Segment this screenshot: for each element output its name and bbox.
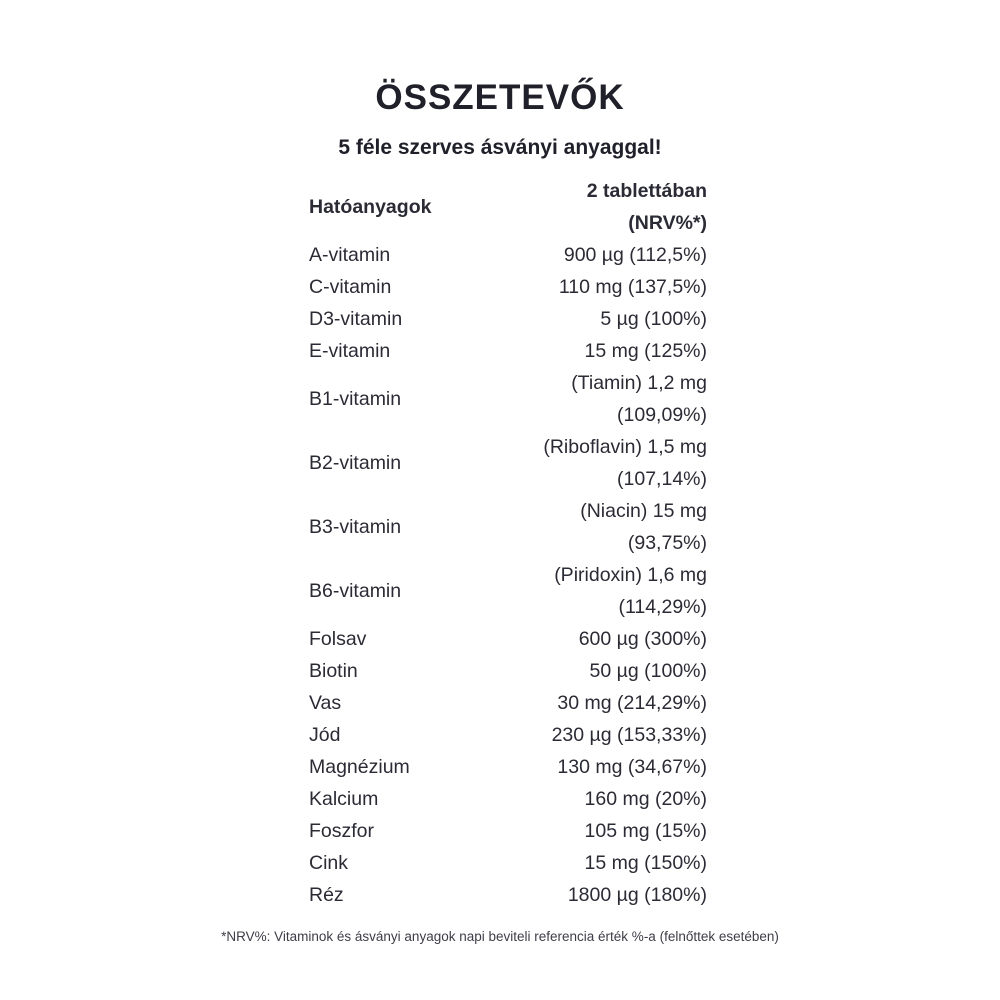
ingredient-value-line1: (Piridoxin) 1,6 mg bbox=[554, 564, 707, 586]
ingredient-name: Jód bbox=[309, 724, 341, 746]
table-row bbox=[309, 303, 707, 335]
ingredient-value-line1: 130 mg (34,67%) bbox=[557, 756, 707, 778]
table-row bbox=[309, 239, 707, 271]
ingredient-value bbox=[554, 559, 707, 623]
ingredient-name: Biotin bbox=[309, 660, 358, 682]
ingredient-value-line1: 110 mg (137,5%) bbox=[558, 276, 707, 298]
ingredient-name: Cink bbox=[309, 852, 349, 874]
table-row bbox=[309, 655, 707, 687]
ingredient-value-line2: (114,29%) bbox=[618, 596, 707, 618]
ingredient-name: B2-vitamin bbox=[309, 452, 402, 474]
ingredient-name: B6-vitamin bbox=[309, 580, 402, 602]
ingredient-value-line1: (Niacin) 15 mg bbox=[580, 500, 707, 522]
ingredient-value-line1: 30 mg (214,29%) bbox=[557, 692, 707, 714]
table-row bbox=[309, 335, 707, 367]
ingredient-value-line2: (109,09%) bbox=[617, 404, 707, 426]
ingredient-name: Vas bbox=[309, 692, 342, 714]
ingredient-value bbox=[571, 367, 707, 431]
ingredient-value bbox=[585, 335, 707, 367]
ingredient-value bbox=[600, 303, 707, 335]
ingredient-name: Kalcium bbox=[309, 788, 379, 810]
nrv-footnote: *NRV%: Vitaminok és ásványi anyagok napi beviteli referencia érték %-a (felnőttek esetében) bbox=[221, 929, 779, 944]
table-row bbox=[309, 751, 707, 783]
ingredient-name: E-vitamin bbox=[309, 340, 391, 362]
ingredient-value-line1: 600 µg (300%) bbox=[578, 628, 707, 650]
ingredient-value-line1: (Riboflavin) 1,5 mg bbox=[543, 436, 707, 458]
table-row bbox=[309, 623, 707, 655]
ingredient-value bbox=[552, 719, 707, 751]
ingredient-value-line1: 5 µg (100%) bbox=[600, 308, 707, 330]
ingredient-value-line1: 230 µg (153,33%) bbox=[551, 724, 707, 746]
column-header-per-2-tablets-line1: 2 tablettában bbox=[586, 180, 707, 202]
ingredient-value-line1: 900 µg (112,5%) bbox=[563, 244, 707, 266]
ingredient-value bbox=[564, 239, 707, 271]
ingredient-value bbox=[559, 271, 707, 303]
ingredient-name: C-vitamin bbox=[309, 276, 392, 298]
table-row bbox=[309, 783, 707, 815]
ingredient-value bbox=[568, 879, 707, 911]
ingredient-value-line1: 105 mg (15%) bbox=[584, 820, 707, 842]
ingredient-value-line1: (Tiamin) 1,2 mg bbox=[571, 372, 707, 394]
ingredient-value-line2: (107,14%) bbox=[617, 468, 707, 490]
page-subtitle: 5 féle szerves ásványi anyaggal! bbox=[338, 136, 662, 159]
ingredient-value bbox=[543, 431, 707, 495]
ingredient-value bbox=[585, 815, 707, 847]
ingredient-value bbox=[557, 687, 707, 719]
ingredient-name: Magnézium bbox=[309, 756, 410, 778]
ingredient-value-line1: 160 mg (20%) bbox=[584, 788, 707, 810]
ingredient-name: A-vitamin bbox=[309, 244, 391, 266]
table-header-row bbox=[309, 175, 707, 239]
ingredient-value-line1: 50 µg (100%) bbox=[589, 660, 707, 682]
ingredient-value bbox=[580, 495, 707, 559]
table-row bbox=[309, 271, 707, 303]
table-row bbox=[309, 687, 707, 719]
table-row bbox=[309, 847, 707, 879]
table-row bbox=[309, 431, 707, 495]
ingredient-value-line1: 15 mg (125%) bbox=[584, 340, 707, 362]
table-row bbox=[309, 495, 707, 559]
ingredient-value bbox=[579, 623, 707, 655]
table-row bbox=[309, 367, 707, 431]
ingredient-value bbox=[590, 655, 707, 687]
ingredient-value-line1: 15 mg (150%) bbox=[584, 852, 707, 874]
ingredient-value bbox=[585, 783, 707, 815]
ingredient-value-line1: 1800 µg (180%) bbox=[567, 884, 707, 906]
ingredient-name: B1-vitamin bbox=[309, 388, 402, 410]
page-title: ÖSSZETEVŐK bbox=[375, 78, 625, 117]
table-row bbox=[309, 719, 707, 751]
ingredient-name: Foszfor bbox=[309, 820, 375, 842]
column-header-per-2-tablets-line2: (NRV%*) bbox=[628, 212, 707, 234]
column-header-ingredients: Hatóanyagok bbox=[309, 196, 432, 218]
ingredient-name: D3-vitamin bbox=[309, 308, 403, 330]
ingredient-name: B3-vitamin bbox=[309, 516, 402, 538]
ingredient-value-line2: (93,75%) bbox=[627, 532, 707, 554]
ingredients-table bbox=[309, 175, 707, 911]
ingredient-name: Folsav bbox=[309, 628, 367, 650]
table-row bbox=[309, 559, 707, 623]
ingredient-value bbox=[557, 751, 707, 783]
column-header-per-2-tablets bbox=[587, 175, 707, 239]
table-row bbox=[309, 879, 707, 911]
ingredient-name: Réz bbox=[309, 884, 344, 906]
ingredient-value bbox=[585, 847, 707, 879]
table-row bbox=[309, 815, 707, 847]
table-body bbox=[309, 239, 707, 911]
